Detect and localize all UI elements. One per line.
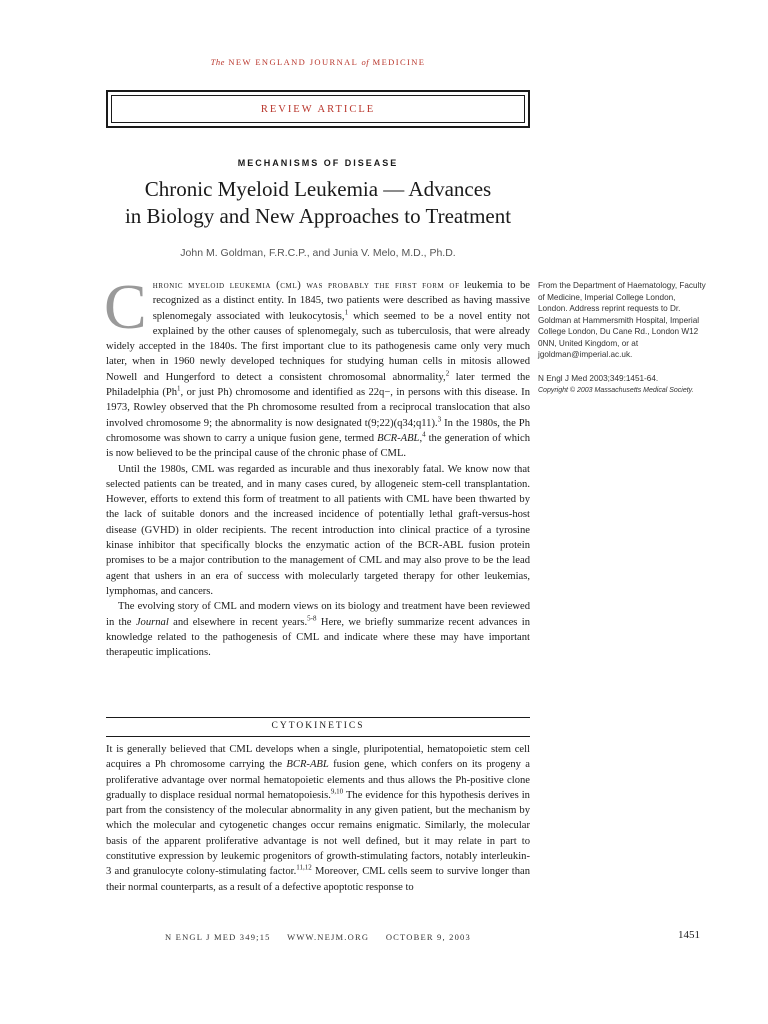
paragraph-text: fusion gene, which confers on its progeny a proliferative advantage over normal hematopoietic elements and thus allows the Ph-positive clone gradually to displace residual normal hematopoiesis. <box>106 759 530 801</box>
author-line: John M. Goldman, F.R.C.P., and Junia V. Melo, M.D., Ph.D. <box>180 247 456 259</box>
paragraph-text: the generation of which is now believed to be the principal cause of the chronic phase of CML. <box>106 432 531 460</box>
cytokinetics-paragraph <box>106 742 530 895</box>
paragraph-text: It is generally believed that CML develops when a single, pluripotential, hematopoietic stem cell acquires a Ph chromosome carrying the <box>106 744 530 771</box>
footer-citation: N ENGL J MED 349;15 <box>165 932 271 942</box>
copyright-notice: Copyright © 2003 Massachusetts Medical Society. <box>538 387 694 394</box>
journal-header <box>108 57 528 67</box>
article-type-box <box>106 90 530 128</box>
gene-name: BCR-ABL <box>377 432 420 444</box>
paragraph-text: leukemia to be recognized as a distinct entity. In 1845, two patients were described as having massive splenomegaly associated with leukocytosis, <box>152 280 530 322</box>
intro-paragraph-1 <box>104 271 531 462</box>
drop-cap: C <box>104 271 147 342</box>
section-kicker: MECHANISMS OF DISEASE <box>237 158 399 168</box>
journal-header-name-b: MEDICINE <box>372 57 426 67</box>
reference-marker[interactable]: 9,10 <box>330 787 344 796</box>
cytokinetics-text <box>106 742 530 895</box>
journal-citation: N Engl J Med 2003;349:1451-64. <box>538 373 659 383</box>
footer-date: OCTOBER 9, 2003 <box>385 932 471 942</box>
paragraph-text: In the 1980s, the Ph chromosome was shown to carry a unique fusion gene, termed <box>106 417 530 444</box>
intro-paragraph-2: Until the 1980s, CML was regarded as incurable and thus inexorably fatal. We know now that selected patients can be treated, and in many cases cured, by allogeneic stem-cell transplantation. However, efforts to extend this form of treatment to all patients with CML have been thwarted by the lack of suitable donors and the increased incidence of potentially lethal graft-versus-host disease (GVHD) in older recipients. The recent introduction into clinical practice of a tyrosine kinase inhibitor that specifically blocks the enzymatic action of the BCR-ABL fusion protein promises to be a major contribution to the management of CML and may also prove to be the lead agent that ushers in an era of success with molecularly targeted therapy for other leukemias, lymphomas, and cancers. <box>106 463 530 597</box>
reference-marker[interactable]: 5-8 <box>307 614 317 622</box>
article-title-line-1: Chronic Myeloid Leukemia — Advances <box>144 177 492 201</box>
paragraph-text: , or just Ph) chromosome and identified as 22q−, in persons with this disease. In 1973, Rowley observed that the Ph chromosome resulted from a reciprocal translocation that also involved chromosome 9; the abnormality is now designated t(9;22)(q34;q11). <box>106 387 530 429</box>
intro-paragraph-3 <box>106 599 530 660</box>
reference-marker[interactable]: 1 <box>344 308 349 317</box>
gene-name: BCR-ABL <box>286 759 329 771</box>
ph-superscript: 1 <box>177 384 181 393</box>
page-number: 1451 <box>678 929 700 941</box>
page-footer <box>106 932 530 942</box>
reference-marker[interactable]: 3 <box>437 415 442 424</box>
reference-marker[interactable]: 11,12 <box>296 863 312 872</box>
journal-name: Journal <box>135 616 169 628</box>
article-title-line-2: in Biology and New Approaches to Treatment <box>124 204 512 228</box>
paragraph-text: The evidence for this hypothesis derives in part from the consistency of the molecular abnormality in any given patient, but the mechanism by which the molecular and cytogenetic changes occur remains enigmatic. Similarly, the molecular basis of the apparent proliferative advantage is not well defined, but it may relate in part to constitutive expression by leukemic progenitors of growth-stimulating factors, notably interleukin-3 and granulocyte colony-stimulating factor. <box>106 789 530 878</box>
lead-in-caps: hronic myeloid leukemia (cml) was probably the first form of <box>152 280 460 291</box>
footer-url[interactable]: WWW.NEJM.ORG <box>287 932 370 942</box>
section-divider-top <box>106 717 530 718</box>
sidebar-notes <box>538 280 706 409</box>
journal-header-name-a: NEW ENGLAND JOURNAL <box>228 57 358 67</box>
paragraph-text: The evolving story of CML and modern views on its biology and treatment have been reviewed in the <box>106 601 530 628</box>
article-type-label: REVIEW ARTICLE <box>111 95 525 123</box>
author-affiliation: From the Department of Haematology, Faculty of Medicine, Imperial College London, London. Address reprint requests to Dr. Goldman at Hammersmith Hospital, Imperial College London, Du Cane Rd., London W12 0NN, United Kingdom, or at jgoldman@imperial.ac.uk. <box>538 281 706 359</box>
article-title <box>108 176 528 230</box>
paragraph-text: Moreover, CML cells seem to survive longer than their normal counterparts, as a result of a defective apoptotic response to <box>106 866 530 893</box>
reference-marker[interactable]: 2 <box>445 369 450 378</box>
journal-header-of: of <box>361 57 370 67</box>
paragraph-text: and elsewhere in recent years. <box>168 616 308 628</box>
section-heading-cytokinetics: CYTOKINETICS <box>271 721 365 731</box>
paragraph-text: later termed the Philadelphia (Ph <box>106 371 530 399</box>
reference-marker[interactable]: 4 <box>422 430 426 439</box>
paragraph-text: , <box>419 432 423 444</box>
section-divider-bottom <box>106 736 530 737</box>
paragraph-text: Here, we briefly summarize recent advances in knowledge related to the pathogenesis of CML and indicate where these may have important therapeutic implications. <box>106 616 530 659</box>
paragraph-text: which seemed to be a novel entity not explained by the other causes of splenomegaly, such as tuberculosis, that were already widely accepted in the 1840s. The first important clue to its pathogenesis came only very much later, when in 1960 newly developed techniques for studying human cells in mitosis allowed Nowell and Hungerford to detect a consistent chromosomal abnormality, <box>106 310 530 383</box>
intro-text <box>104 271 531 660</box>
journal-header-the: The <box>210 57 225 67</box>
